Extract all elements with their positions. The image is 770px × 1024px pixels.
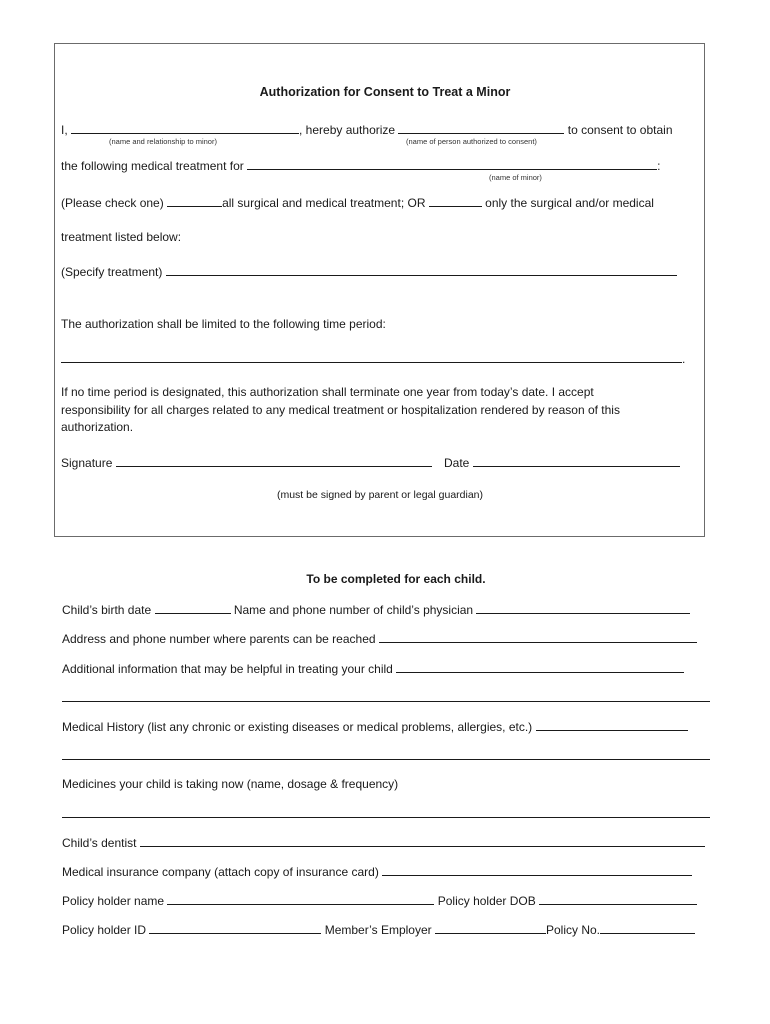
additional-info-field[interactable] bbox=[396, 662, 684, 673]
specify-treatment-field[interactable] bbox=[166, 265, 677, 276]
consent-line-4: treatment listed below: bbox=[61, 230, 182, 244]
members-employer-field[interactable] bbox=[435, 923, 546, 934]
hint-name-relationship: (name and relationship to minor) bbox=[109, 137, 217, 146]
specify-treatment-row bbox=[61, 265, 677, 278]
time-period-end: . bbox=[682, 352, 686, 366]
medical-history-row bbox=[62, 720, 688, 733]
form-title: Authorization for Consent to Treat a Minor bbox=[259, 85, 511, 99]
authorized-person-field[interactable] bbox=[398, 123, 564, 134]
notice-line-1: If no time period is designated, this authorization shall terminate one year from today’s date. I accept bbox=[61, 385, 594, 399]
address-field[interactable] bbox=[379, 632, 697, 643]
additional-info-continuation bbox=[62, 691, 710, 704]
listed-treatment-check-field[interactable] bbox=[429, 196, 482, 207]
additional-info-row bbox=[62, 662, 684, 675]
guardian-name-field[interactable] bbox=[71, 123, 299, 134]
physician-label: Name and phone number of child’s physician bbox=[230, 603, 477, 617]
birth-physician-row bbox=[62, 603, 690, 616]
address-row bbox=[62, 632, 697, 645]
address-label: Address and phone number where parents can be reached bbox=[62, 632, 379, 646]
signature-row bbox=[61, 456, 432, 469]
policy-no-label: Policy No. bbox=[545, 923, 600, 937]
consent-line-2-prefix: the following medical treatment for bbox=[61, 159, 248, 173]
medical-history-continuation bbox=[62, 749, 710, 762]
medicines-row bbox=[62, 807, 710, 820]
additional-info-label: Additional information that may be helpful in treating your child bbox=[62, 662, 397, 676]
consent-line-1 bbox=[61, 123, 673, 136]
hint-authorized-person: (name of person authorized to consent) bbox=[406, 137, 537, 146]
date-label: Date bbox=[444, 456, 473, 470]
minor-name-field[interactable] bbox=[247, 159, 657, 170]
additional-info-field-2[interactable] bbox=[62, 691, 710, 702]
policy-holder-id-label: Policy holder ID bbox=[62, 923, 150, 937]
dentist-row bbox=[62, 836, 705, 849]
medical-history-label: Medical History (list any chronic or existing diseases or medical problems, allergies, etc.) bbox=[62, 720, 536, 734]
policy-id-row bbox=[62, 923, 695, 936]
consent-line-1-suffix: to consent to obtain bbox=[564, 123, 673, 137]
insurance-row bbox=[62, 865, 692, 878]
medical-history-field-2[interactable] bbox=[62, 749, 710, 760]
policy-holder-name-field[interactable] bbox=[167, 894, 434, 905]
insurance-field[interactable] bbox=[382, 865, 692, 876]
policy-holder-row bbox=[62, 894, 697, 907]
consent-line-3 bbox=[61, 196, 654, 209]
notice-line-3: authorization. bbox=[61, 420, 134, 434]
signature-note: (must be signed by parent or legal guardian) bbox=[276, 489, 484, 501]
medicines-field[interactable] bbox=[62, 807, 710, 818]
policy-holder-dob-label: Policy holder DOB bbox=[434, 894, 540, 908]
medicines-label: Medicines your child is taking now (name, dosage & frequency) bbox=[62, 777, 399, 791]
policy-no-field[interactable] bbox=[600, 923, 695, 934]
birth-date-field[interactable] bbox=[155, 603, 231, 614]
insurance-label: Medical insurance company (attach copy of insurance card) bbox=[62, 865, 383, 879]
signature-label: Signature bbox=[61, 456, 116, 470]
time-period-field[interactable] bbox=[61, 352, 682, 363]
consent-line-3-prefix: (Please check one) bbox=[61, 196, 168, 210]
consent-line-2 bbox=[61, 159, 660, 172]
date-field[interactable] bbox=[473, 456, 680, 467]
consent-line-3-suffix: only the surgical and/or medical bbox=[481, 196, 654, 210]
physician-field[interactable] bbox=[476, 603, 690, 614]
consent-line-3-middle: all surgical and medical treatment; OR bbox=[222, 196, 429, 210]
consent-line-1-middle: , hereby authorize bbox=[299, 123, 399, 137]
consent-line-2-suffix: : bbox=[657, 159, 661, 173]
signature-field[interactable] bbox=[116, 456, 432, 467]
policy-holder-name-label: Policy holder name bbox=[62, 894, 168, 908]
all-treatment-check-field[interactable] bbox=[167, 196, 222, 207]
dentist-field[interactable] bbox=[140, 836, 705, 847]
consent-line-1-prefix: I, bbox=[61, 123, 72, 137]
date-row bbox=[444, 456, 680, 469]
time-period-label: The authorization shall be limited to the following time period: bbox=[61, 317, 386, 331]
time-period-row bbox=[61, 352, 685, 365]
specify-treatment-label: (Specify treatment) bbox=[61, 265, 166, 279]
child-section-heading: To be completed for each child. bbox=[306, 572, 486, 586]
birth-date-label: Child’s birth date bbox=[62, 603, 155, 617]
notice-line-2: responsibility for all charges related to any medical treatment or hospitalization rendered by reason of this bbox=[61, 403, 620, 417]
policy-holder-id-field[interactable] bbox=[149, 923, 321, 934]
dentist-label: Child’s dentist bbox=[62, 836, 140, 850]
members-employer-label: Member’s Employer bbox=[321, 923, 435, 937]
medical-history-field[interactable] bbox=[536, 720, 688, 731]
hint-minor-name: (name of minor) bbox=[489, 173, 542, 182]
policy-holder-dob-field[interactable] bbox=[539, 894, 697, 905]
